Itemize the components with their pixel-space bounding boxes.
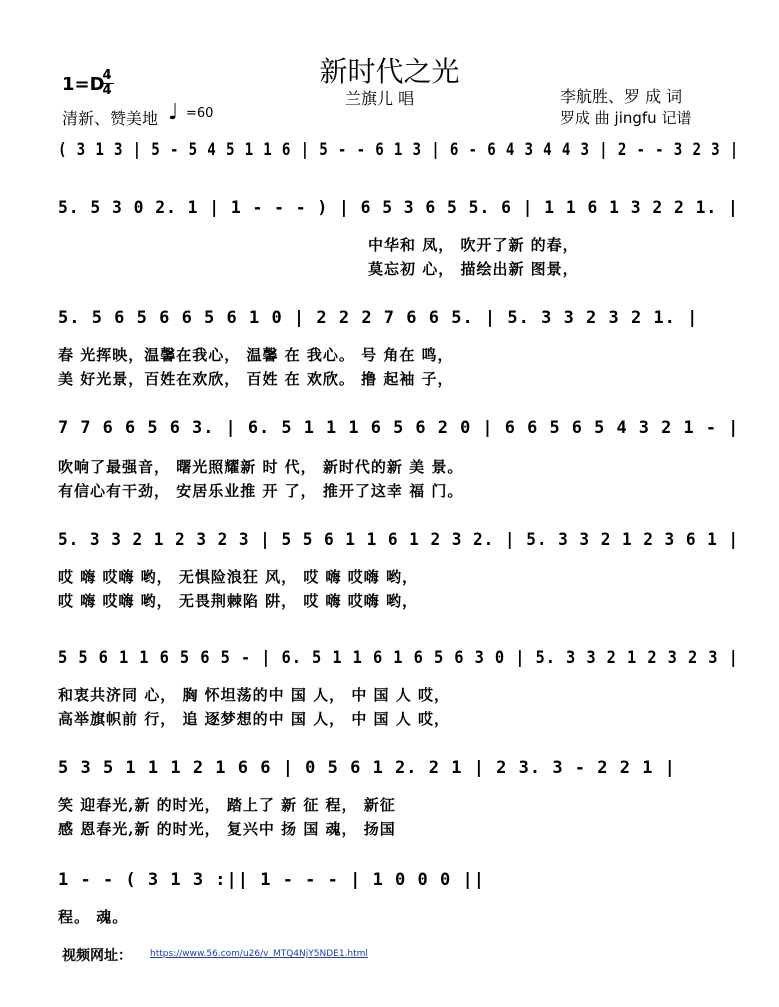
score-line-8: 1 - - ( 3 1 3 :|| 1 - - - | 1 0 0 0 || — [58, 870, 485, 890]
lyric-line-3a: 春 光挥映，温馨在我心， 温馨 在 我心。 号 角在 鸣， — [58, 346, 454, 364]
score-line-1: ( 3 1 3 | 5 - 5 4 5 1 1 6 | 5 - - 6 1 3 | 6 - 6 4 3 4 4 3 | 2 - - 3 2 3 | — [58, 140, 740, 160]
time-signature — [100, 70, 114, 97]
score-line-2: 5. 5 3 0 2. 1 | 1 - - - ) | 6 5 3 6 5 5. 6 | 1 1 6 1 3 2 2 1. | — [58, 198, 739, 218]
score-line-5: 5. 3 3 2 1 2 3 2 3 | 5 5 6 1 1 6 1 2 3 2. | 5. 3 3 2 1 2 3 6 1 | — [58, 530, 740, 550]
expression-mark: 清新、赞美地 — [62, 109, 159, 128]
lyricist-credit: 李航胜、罗 成 词 — [560, 87, 683, 106]
lyric-line-2a: 中华和 凤， 吹开了新 的春， — [368, 236, 579, 254]
quarter-note-icon: ♩ — [168, 100, 179, 125]
lyric-line-7a: 笑 迎春光,新 的时光， 踏上了 新 征 程， 新征 — [58, 796, 396, 814]
score-line-6: 5 5 6 1 1 6 5 6 5 - | 6. 5 1 1 6 1 6 5 6 3 0 | 5. 3 3 2 1 2 3 2 3 | — [58, 648, 739, 668]
tempo-mark: =60 — [186, 106, 214, 121]
lyric-line-3b: 美 好光景，百姓在欢欣， 百姓 在 欢欣。 撸 起袖 子， — [58, 370, 454, 388]
singer-credit: 兰旗儿 唱 — [345, 89, 415, 108]
composer-credit: 罗成 曲 jingfu 记谱 — [560, 109, 692, 127]
lyric-line-4a: 吹响了最强音， 曙光照耀新 时 代， 新时代的新 美 景。 — [58, 458, 464, 476]
lyric-line-4b: 有信心有干劲， 安居乐业推 开 了， 推开了这幸 福 门。 — [58, 482, 464, 500]
video-url-link[interactable]: https://www.56.com/u26/v_MTQ4NjY5NDE1.html — [150, 949, 368, 959]
score-line-4: 7 7 6 6 5 6 3. | 6. 5 1 1 1 6 5 6 2 0 | 6 6 5 6 5 4 3 2 1 - | — [58, 418, 740, 438]
lyric-line-5a: 哎 嗨 哎嗨 哟， 无惧险浪狂 风， 哎 嗨 哎嗨 哟， — [58, 568, 419, 586]
score-line-3: 5. 5 6 5 6 6 5 6 1 0 | 2 2 2 7 6 6 5. | 5. 3 3 2 3 2 1. | — [58, 308, 699, 328]
lyric-line-5b: 哎 嗨 哎嗨 哟， 无畏荆棘陷 阱， 哎 嗨 哎嗨 哟， — [58, 592, 419, 610]
meter-top: 4 — [102, 68, 112, 83]
lyric-line-8a: 程。 魂。 — [58, 908, 129, 926]
key-signature: 1=D — [62, 74, 105, 95]
song-title: 新时代之光 — [319, 55, 460, 88]
lyric-line-6b: 高举旗帜前 行， 追 逐梦想的中 国 人， 中 国 人 哎， — [58, 710, 451, 728]
lyric-line-6a: 和衷共济同 心， 胸 怀坦荡的中 国 人， 中 国 人 哎， — [58, 686, 451, 704]
meter-bottom: 4 — [102, 83, 112, 98]
lyric-line-2b: 莫忘初 心， 描绘出新 图景， — [368, 260, 579, 278]
video-url-label: 视频网址： — [62, 948, 132, 964]
lyric-line-7b: 感 恩春光,新 的时光， 复兴中 扬 国 魂， 扬国 — [58, 820, 396, 838]
score-line-7: 5 3 5 1 1 1 2 1 6 6 | 0 5 6 1 2. 2 1 | 2 3. 3 - 2 2 1 | — [58, 758, 676, 778]
